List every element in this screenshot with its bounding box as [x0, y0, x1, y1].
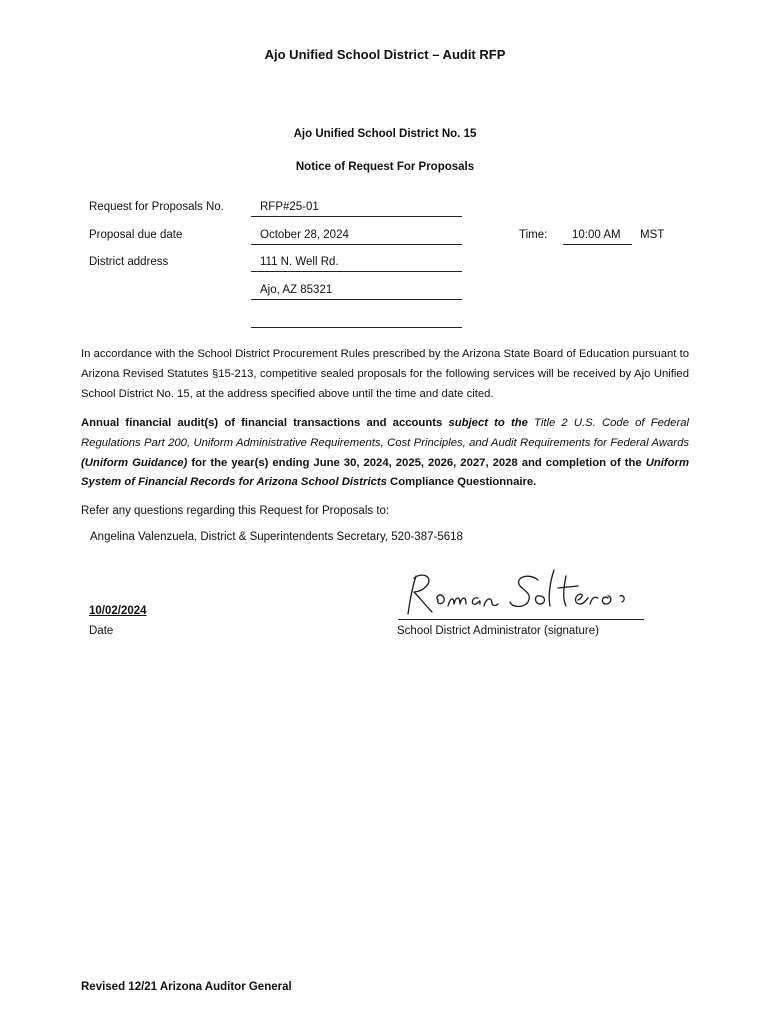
date-label: Date — [89, 625, 114, 637]
rfp-number-label: Request for Proposals No. — [89, 201, 224, 213]
time-underline — [563, 244, 632, 245]
due-date-value[interactable]: October 28, 2024 — [260, 229, 349, 241]
services-paragraph — [81, 414, 689, 493]
due-date-label: Proposal due date — [89, 229, 183, 241]
time-zone: MST — [640, 229, 665, 241]
address-label: District address — [89, 256, 169, 268]
footer-revised: Revised 12/21 Arizona Auditor General — [81, 981, 292, 993]
refer-questions: Refer any questions regarding this Request for Proposals to: — [81, 505, 390, 517]
signature-date[interactable]: 10/02/2024 — [89, 605, 147, 617]
due-date-underline — [251, 244, 462, 245]
address-line-3-underline[interactable] — [251, 327, 462, 328]
district-name: Ajo Unified School District No. 15 — [293, 128, 477, 140]
services-text-7: Compliance Questionnaire. — [386, 476, 537, 489]
services-text-1: Annual financial audit(s) of financial transactions and accounts — [81, 417, 449, 429]
services-text-5: for the year(s) ending June 30, 2024, 2025, 2026, 2027, 2028 and completion of the — [187, 456, 646, 469]
address-line-2[interactable]: Ajo, AZ 85321 — [260, 284, 333, 296]
page-header-title: Ajo Unified School District – Audit RFP — [264, 47, 506, 62]
signature-underline — [398, 619, 644, 620]
services-text-4: (Uniform Guidance) — [81, 456, 188, 469]
address-line-2-underline — [251, 299, 462, 300]
notice-title: Notice of Request For Proposals — [295, 161, 475, 173]
services-text-3: Title 2 U.S. Code of Federal Regulations Part 200, Uniform Administrative Requirements, Cost Principles, and Audit Requirements for Federal Awards — [81, 417, 690, 449]
time-value[interactable]: 10:00 AM — [572, 229, 621, 241]
address-line-1[interactable]: 111 N. Well Rd. — [260, 256, 339, 268]
time-label: Time: — [519, 229, 548, 241]
rfp-number-value[interactable]: RFP#25-01 — [260, 201, 319, 213]
intro-paragraph: In accordance with the School District Procurement Rules prescribed by the Arizona State Board of Education pursuant to Arizona Revised Statutes §15-213, competitive sealed proposals for the following services will be received by Ajo Unified School District No. 15, at the address specified above until the time and date cited. — [81, 348, 689, 400]
handwritten-signature — [398, 566, 648, 622]
services-text-2: subject to the — [448, 417, 528, 429]
services-text-6: Uniform System of Financial Records for Arizona School Districts — [81, 456, 689, 489]
rfp-number-underline — [251, 216, 462, 217]
signature-label: School District Administrator (signature) — [397, 625, 599, 637]
address-line-1-underline — [251, 271, 462, 272]
contact-person: Angelina Valenzuela, District & Superintendents Secretary, 520-387-5618 — [90, 531, 463, 543]
